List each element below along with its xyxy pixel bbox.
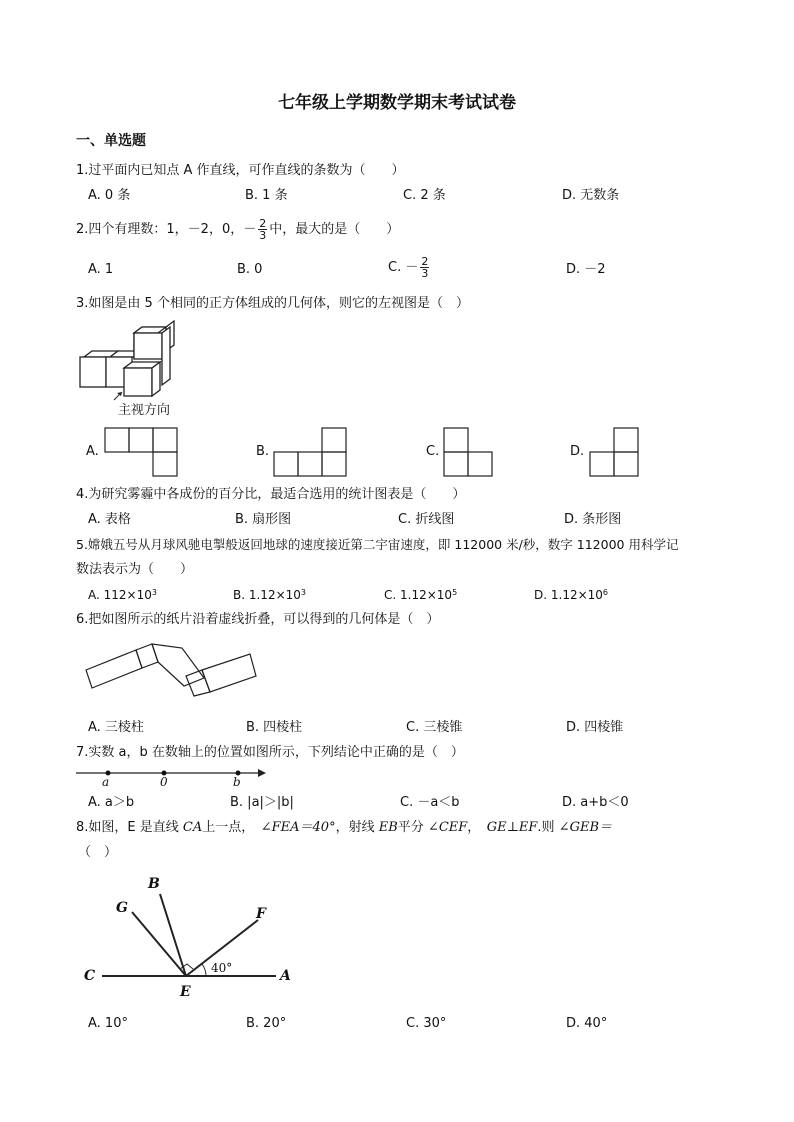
q8-option-d: D. 40° <box>566 1016 608 1031</box>
point-label-a: A <box>280 968 291 984</box>
question-2-stem <box>76 218 399 241</box>
q2-option-c-prefix: C. － <box>388 260 419 275</box>
q8-stem-mid-5: .则 <box>537 820 559 835</box>
q8-stem-mid-3: 平分 <box>397 820 428 835</box>
q3-view-direction-label: 主视方向 <box>118 403 171 418</box>
q4-option-d: D. 条形图 <box>564 512 622 527</box>
q2-option-a: A. 1 <box>88 262 114 277</box>
point-label-c: C <box>84 968 96 984</box>
q2-option-b: B. 0 <box>237 262 263 277</box>
q3-option-b-shape <box>273 427 347 477</box>
q8-angle-figure <box>80 870 300 1000</box>
q8-option-c: C. 30° <box>406 1016 447 1031</box>
fraction-numerator: 2 <box>421 255 429 268</box>
q6-option-b: B. 四棱柱 <box>246 720 303 735</box>
fraction-two-thirds <box>258 218 267 241</box>
q3-option-a-shape <box>104 427 178 477</box>
q6-option-d: D. 四棱锥 <box>566 720 624 735</box>
point-label-e: E <box>180 984 191 1000</box>
q3-option-c-shape <box>443 427 493 477</box>
page-title: 七年级上学期数学期末考试试卷 <box>278 93 516 113</box>
question-6-stem: 6.把如图所示的纸片沿着虚线折叠，可以得到的几何体是（ ） <box>76 612 440 627</box>
q5-option-d-exponent: 6 <box>602 588 609 597</box>
question-3-stem: 3.如图是由 5 个相同的正方体组成的几何体，则它的左视图是（ ） <box>76 296 469 311</box>
q8-stem-mid-2: ，射线 <box>335 820 379 835</box>
q4-option-a: A. 表格 <box>88 512 131 527</box>
q5-option-c-exponent: 5 <box>452 588 458 597</box>
q7-option-c: C. －a＜b <box>400 795 460 810</box>
point-label-f: F <box>256 906 266 922</box>
q1-option-b: B. 1 条 <box>245 188 288 203</box>
q4-option-c: C. 折线图 <box>398 512 455 527</box>
q8-angle-geb: ∠GEB＝ <box>558 820 613 835</box>
q5-option-d-base: D. 1.12×10 <box>534 588 603 602</box>
question-4-stem: 4.为研究雾霾中各成份的百分比，最适合选用的统计图表是（ ） <box>76 487 466 502</box>
q1-option-c: C. 2 条 <box>403 188 446 203</box>
q1-option-a: A. 0 条 <box>88 188 131 203</box>
q3-option-c: C. <box>426 444 440 459</box>
q2-option-d: D. －2 <box>566 262 606 277</box>
number-line-label-zero: 0 <box>160 775 168 789</box>
angle-label-40: 40° <box>211 961 233 975</box>
q5-option-a-base: A. 112×10 <box>88 588 152 602</box>
q8-angle-fea: ∠FEA＝40° <box>260 820 336 835</box>
q8-stem-prefix: 8.如图，E 是直线 <box>76 820 183 835</box>
fraction-denominator: 3 <box>259 229 267 242</box>
q3-option-d-shape <box>589 427 639 477</box>
q7-option-d: D. a+b＜0 <box>562 795 629 810</box>
q2-stem-prefix: 2.四个有理数：1，－2，0，－ <box>76 222 257 237</box>
q5-option-c-base: C. 1.12×10 <box>384 588 453 602</box>
q6-option-a: A. 三棱柱 <box>88 720 144 735</box>
question-5-stem-line2: 数法表示为（ ） <box>76 562 194 577</box>
number-line-label-a: a <box>102 775 110 789</box>
q5-option-a-exponent: 3 <box>151 588 157 597</box>
point-label-g: G <box>116 900 128 916</box>
q8-ray-eb: EB <box>378 820 398 835</box>
q3-option-a: A. <box>86 444 99 459</box>
fraction-denominator: 3 <box>421 267 429 280</box>
q3-option-d: D. <box>570 444 585 459</box>
q5-option-b <box>233 587 306 603</box>
q8-stem-mid-1: 上一点， <box>202 820 261 835</box>
q8-perpendicular: GE⊥EF <box>486 820 538 835</box>
q5-option-c <box>384 587 457 603</box>
section-heading: 一、单选题 <box>76 133 146 149</box>
q6-option-c: C. 三棱锥 <box>406 720 463 735</box>
q7-option-a: A. a＞b <box>88 795 135 810</box>
question-1-stem: 1.过平面内已知点 A 作直线，可作直线的条数为（ ） <box>76 163 405 178</box>
q3-option-b: B. <box>256 444 270 459</box>
question-8-stem-line2: （ ） <box>78 845 118 860</box>
q8-stem-mid-4: ， <box>467 820 487 835</box>
fraction-two-thirds <box>420 256 429 279</box>
q2-stem-suffix: 中，最大的是（ ） <box>269 222 400 237</box>
q1-option-d: D. 无数条 <box>562 188 620 203</box>
q5-option-b-exponent: 3 <box>300 588 306 597</box>
question-8-stem-line1 <box>76 820 612 836</box>
q8-option-a: A. 10° <box>88 1016 128 1031</box>
number-line-label-b: b <box>233 775 241 789</box>
q8-line-ca: CA <box>182 820 203 835</box>
q8-option-b: B. 20° <box>246 1016 287 1031</box>
q2-option-c <box>388 256 431 279</box>
question-5-stem-line1: 5.嫦娥五号从月球风驰电掣般返回地球的速度接近第二宇宙速度，即 112000 米/秒，数字 112000 用科学记 <box>76 537 679 552</box>
q5-option-a <box>88 587 157 603</box>
q3-cube-figure <box>76 322 186 398</box>
q7-option-b: B. |a|＞|b| <box>230 795 294 810</box>
q5-option-d <box>534 587 608 603</box>
question-7-stem: 7.实数 a，b 在数轴上的位置如图所示，下列结论中正确的是（ ） <box>76 745 464 760</box>
q8-angle-cef: ∠CEF <box>427 820 468 835</box>
q4-option-b: B. 扇形图 <box>235 512 292 527</box>
q6-paper-net-figure <box>82 640 262 700</box>
q5-option-b-base: B. 1.12×10 <box>233 588 301 602</box>
fraction-numerator: 2 <box>259 217 267 230</box>
point-label-b: B <box>148 876 160 892</box>
